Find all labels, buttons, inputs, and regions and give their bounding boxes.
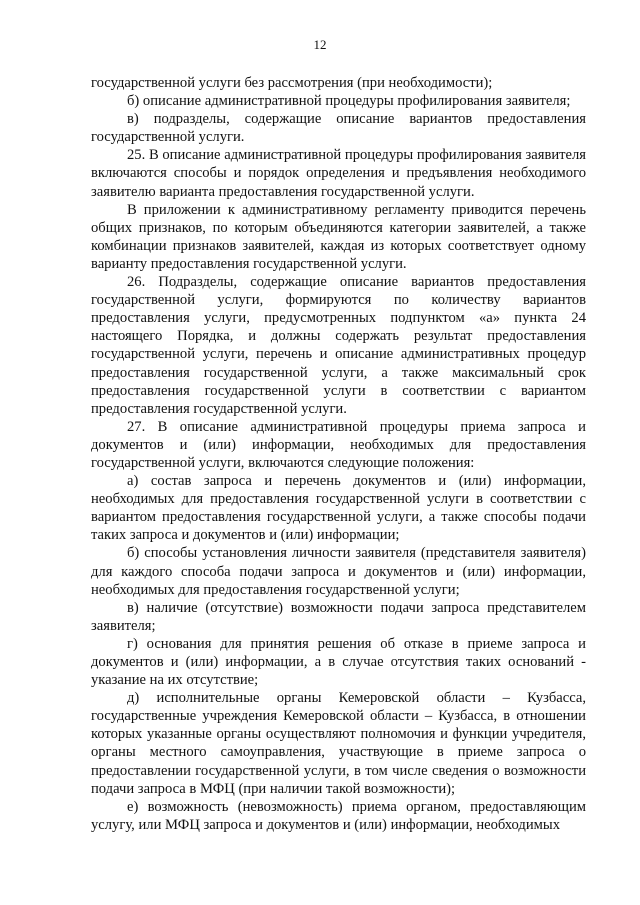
paragraph-clause-26: 26. Подразделы, содержащие описание вариантов предоставления государственной услуги, формируются по количеству вариантов предоставления услуги, предусмотренных подпунктом «а» пункта 24 настоящего Порядка, и должны содержать результат предоставления государственной услуги, перечень и описание административных процедур предоставления государственной услуги, а также максимальный срок предоставления государственной услуги в соответствии с вариантом предоставления государственной услуги. (91, 274, 586, 417)
paragraph-clause-27-d: д) исполнительные органы Кемеровской области – Кузбасса, государственные учреждения Кемеровской области – Кузбасса, в отношении которых указанные органы осуществляют полномочия и функции учредителя, органы местного самоуправления, участвующие в приеме запроса о предоставлении государственной услуги, в том числе сведения о возможности подачи запроса в МФЦ (при наличии такой возможности); (91, 690, 586, 797)
paragraph-clause-27-e: е) возможность (невозможность) приема органом, предоставляющим услугу, или МФЦ запроса и документов и (или) информации, необходимых (91, 798, 586, 833)
paragraph-clause-27: 27. В описание административной процедуры приема запроса и документов и (или) информации, необходимых для предоставления государственной услуги, включаются следующие положения: (91, 418, 586, 471)
paragraph-appendix-note: В приложении к административному регламенту приводится перечень общих признаков, по которым объединяются категории заявителей, а также комбинации признаков заявителей, каждая из которых соответствует одному варианту предоставления государственной услуги. (91, 201, 586, 272)
paragraph-clause-27-a: а) состав запроса и перечень документов и (или) информации, необходимых для предоставления государственной услуги в соответствии с вариантом предоставления государственной услуги, а также способы подачи таких запроса и документов и (или) информации; (91, 473, 586, 544)
paragraph-clause-27-g: г) основания для принятия решения об отказе в приеме запроса и документов и (или) информации, а в случае отсутствия таких оснований - указание на их отсутствие; (91, 635, 586, 689)
paragraph-subitem-v: в) подразделы, содержащие описание вариантов предоставления государственной услуги. (91, 111, 586, 146)
paragraph-continuation: государственной услуги без рассмотрения (при необходимости); (91, 75, 493, 91)
page-number: 12 (313, 37, 327, 52)
paragraph-clause-27-v: в) наличие (отсутствие) возможности подачи запроса представителем заявителя; (91, 599, 586, 634)
paragraph-subitem-b: б) описание административной процедуры профилирования заявителя; (127, 93, 571, 110)
paragraph-clause-25: 25. В описание административной процедуры профилирования заявителя включаются способы и порядок определения и предъявления необходимого заявителю варианта предоставления государственной услуги. (91, 147, 586, 200)
paragraph-clause-27-b: б) способы установления личности заявителя (представителя заявителя) для каждого способа подачи запроса и документов и (или) информации, необходимых для предоставления государственной услуги; (91, 545, 586, 598)
document-body (91, 74, 586, 834)
